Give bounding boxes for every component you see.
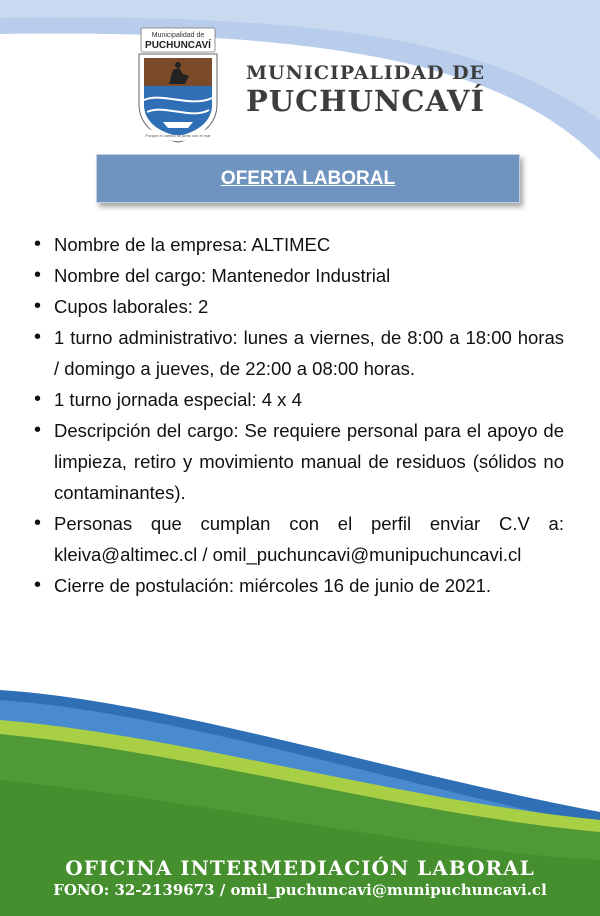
logo-badge-top: Municipalidad de bbox=[151, 32, 205, 39]
logo-badge-name: PUCHUNCAVÍ bbox=[145, 40, 211, 51]
list-item-description: • Descripción del cargo: Se requiere personal para el apoyo de limpieza, retiro y movimiento manual de residuos (sólidos no contaminantes). bbox=[34, 415, 564, 508]
org-name-line1: MUNICIPALIDAD DE bbox=[246, 62, 486, 84]
logo-ribbon-text: Porque el campo se junta con el mar bbox=[145, 133, 211, 138]
list-item-vacancies: • Cupos laborales: 2 bbox=[34, 291, 564, 322]
list-item-deadline: • Cierre de postulación: miércoles 16 de junio de 2021. bbox=[34, 570, 564, 601]
page-title: OFERTA LABORAL bbox=[220, 167, 396, 189]
list-item-position: • Nombre del cargo: Mantenedor Industrial bbox=[34, 260, 564, 291]
list-item-shift-special: • 1 turno jornada especial: 4 x 4 bbox=[34, 384, 564, 415]
org-name-line2: PUCHUNCAVÍ bbox=[246, 84, 485, 118]
title-banner bbox=[96, 154, 520, 203]
footer-contact: FONO: 32-2139673 / omil_puchuncavi@munipuchuncavi.cl bbox=[53, 881, 547, 899]
list-item-shift-admin: • 1 turno administrativo: lunes a viernes, de 8:00 a 18:00 horas / domingo a jueves, de 22:00 a 08:00 horas. bbox=[34, 322, 564, 384]
job-details-list bbox=[34, 229, 564, 601]
footer-office: OFICINA INTERMEDIACIÓN LABORAL bbox=[65, 856, 535, 880]
list-item-company: • Nombre de la empresa: ALTIMEC bbox=[34, 229, 564, 260]
municipality-name bbox=[246, 64, 485, 116]
municipality-logo bbox=[133, 26, 223, 144]
list-item-contact: • Personas que cumplan con el perfil enviar C.V a: kleiva@altimec.cl / omil_puchuncavi@munipuchuncavi.cl bbox=[34, 508, 564, 570]
